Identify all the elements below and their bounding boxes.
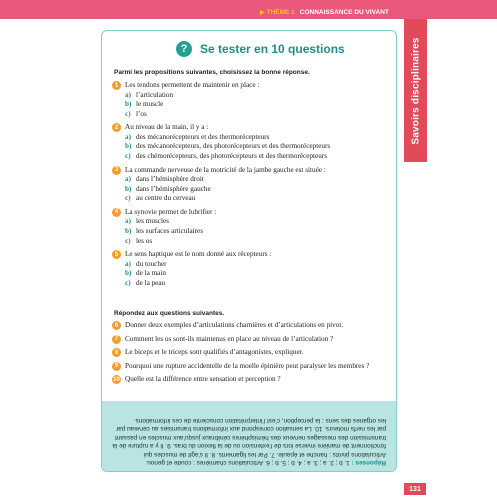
option-letter: c) [125, 194, 131, 203]
option-text: au centre du cerveau [136, 194, 196, 203]
answer-options [125, 260, 392, 289]
question-mark-icon: ? [176, 41, 192, 57]
question-text: Comment les os sont-ils maintenus en place au niveau de l’articulation ? [125, 334, 334, 343]
quiz-card [101, 30, 397, 472]
question-head [112, 81, 392, 91]
answer-option [125, 260, 392, 270]
option-text: le muscle [136, 100, 164, 109]
answer-option [125, 185, 392, 195]
answers-rotated [102, 401, 396, 471]
option-letter: c) [125, 278, 131, 287]
question-text: Le biceps et le triceps sont qualifiés d’antagonistes, expliquer. [125, 348, 304, 356]
question-head [112, 166, 392, 176]
question-number: 3 [112, 166, 121, 175]
option-text: les os [136, 236, 153, 245]
answer-option [125, 227, 392, 237]
mcq-question [112, 81, 392, 119]
title-row [176, 41, 345, 57]
page-title: Se tester en 10 questions [200, 42, 345, 56]
option-text: les surfaces articulaires [136, 226, 204, 235]
question-text: Pourquoi une rupture accidentelle de la moelle épinière peut paralyser les membres ? [125, 361, 370, 370]
option-text: du toucher [136, 259, 167, 268]
option-letter: a) [125, 217, 131, 226]
option-text: dans l’hémisphère droit [136, 175, 204, 184]
option-letter: a) [125, 90, 131, 99]
answer-option [125, 100, 392, 110]
option-letter: b) [125, 142, 132, 151]
option-text: des mécanorécepteurs, des photorécepteurs et des thermorécepteurs [136, 142, 331, 151]
question-text: La commande nerveuse de la motricité de la jambe gauche est située : [125, 165, 326, 174]
option-letter: b) [125, 269, 132, 278]
option-text: des chémorécepteurs, des photorécepteurs et des thermorécepteurs [136, 151, 327, 160]
question-text: Les tendons permettent de maintenir en place : [125, 81, 260, 89]
option-letter: c) [125, 236, 131, 245]
triangle-right-icon: ▶ [260, 9, 265, 16]
open-question [112, 362, 392, 372]
answer-options [125, 175, 392, 204]
open-question [112, 335, 392, 345]
option-letter: b) [125, 226, 132, 235]
option-text: dans l’hémisphère gauche [136, 184, 211, 193]
question-head [112, 123, 392, 133]
question-number: 10 [113, 376, 120, 383]
sidebar-tab [404, 19, 427, 162]
answers-body: 1. b ; 2. a ; 3. a ; 4. b ; 5. b ; 6. Articulations charnières : coude et genou. Articulations pivots : hanche et épaule. 7. Par les ligaments. 8. Il s’agit de muscles qui fonctionnent de manière inverse lors de l’extension ou de la flexion du bras. 9. Il y a rupture de la transmission des messages nerveux des hémisphères cérébraux jusqu’aux muscles en passant par les nerfs moteurs. 10. La sensation correspond aux informations transmises au cerveau par les organes des sens ; la perception, c’est l’interprétation consciente de ces informations. [112, 416, 386, 466]
option-letter: a) [125, 132, 131, 141]
question-head [112, 250, 392, 260]
option-letter: b) [125, 184, 132, 193]
option-text: de la peau [136, 278, 166, 287]
mcq-question [112, 250, 392, 288]
answer-option [125, 237, 392, 247]
mcq-intro: Parmi les propositions suivantes, choisissez la bonne réponse. [114, 69, 310, 76]
open-question [112, 348, 392, 358]
answer-option [125, 194, 392, 204]
mcq-question [112, 166, 392, 204]
option-letter: a) [125, 175, 131, 184]
question-number: 9 [112, 362, 121, 371]
option-letter: c) [125, 151, 131, 160]
option-text: les muscles [136, 217, 169, 226]
option-letter: a) [125, 259, 131, 268]
answer-option [125, 269, 392, 279]
option-text: l’os [136, 109, 147, 118]
answers-box [102, 401, 396, 471]
sidebar-label: Savoirs disciplinaires [410, 36, 421, 145]
option-text: l’articulation [136, 90, 174, 99]
question-number: 8 [112, 348, 121, 357]
question-number: 6 [112, 321, 121, 330]
header-bar [0, 0, 497, 19]
open-intro: Répondez aux questions suivantes. [114, 310, 225, 317]
mcq-list [112, 81, 392, 292]
answer-options [125, 91, 392, 120]
answer-option [125, 152, 392, 162]
answer-option [125, 110, 392, 120]
mcq-question [112, 208, 392, 246]
option-text: des mécanorécepteurs et des thermorécepteurs [136, 132, 270, 141]
theme-label: THÈME 1 [266, 8, 295, 16]
answer-option [125, 175, 392, 185]
header-breadcrumb [260, 6, 389, 18]
answer-option [125, 142, 392, 152]
section-label: CONNAISSANCE DU VIVANT [299, 8, 389, 16]
open-question-list [112, 321, 392, 389]
question-number: 5 [112, 250, 121, 259]
question-number: 4 [112, 208, 121, 217]
open-question [112, 375, 392, 385]
option-letter: b) [125, 100, 132, 109]
question-number: 1 [112, 81, 121, 90]
question-text: Donner deux exemples d’articulations charnières et d’articulations en pivot. [125, 321, 344, 329]
question-number: 2 [112, 123, 121, 132]
answer-option [125, 279, 392, 289]
question-text: Le sens haptique est le nom donné aux récepteurs : [125, 250, 272, 259]
answer-options [125, 217, 392, 246]
option-letter: c) [125, 109, 131, 118]
option-text: de la main [136, 269, 166, 278]
answers-text [110, 416, 386, 466]
open-question [112, 321, 392, 331]
answer-option [125, 133, 392, 143]
answer-option [125, 217, 392, 227]
page-number: 131 [404, 483, 426, 495]
answers-label: Réponses : [351, 459, 386, 466]
answer-option [125, 91, 392, 101]
answer-options [125, 133, 392, 162]
question-text: La synovie permet de lubrifier : [125, 207, 217, 216]
question-head [112, 208, 392, 218]
mcq-question [112, 123, 392, 161]
question-text: Au niveau de la main, il y a : [125, 123, 209, 132]
question-number: 7 [112, 335, 121, 344]
question-text: Quelle est la différence entre sensation et perception ? [125, 375, 281, 383]
